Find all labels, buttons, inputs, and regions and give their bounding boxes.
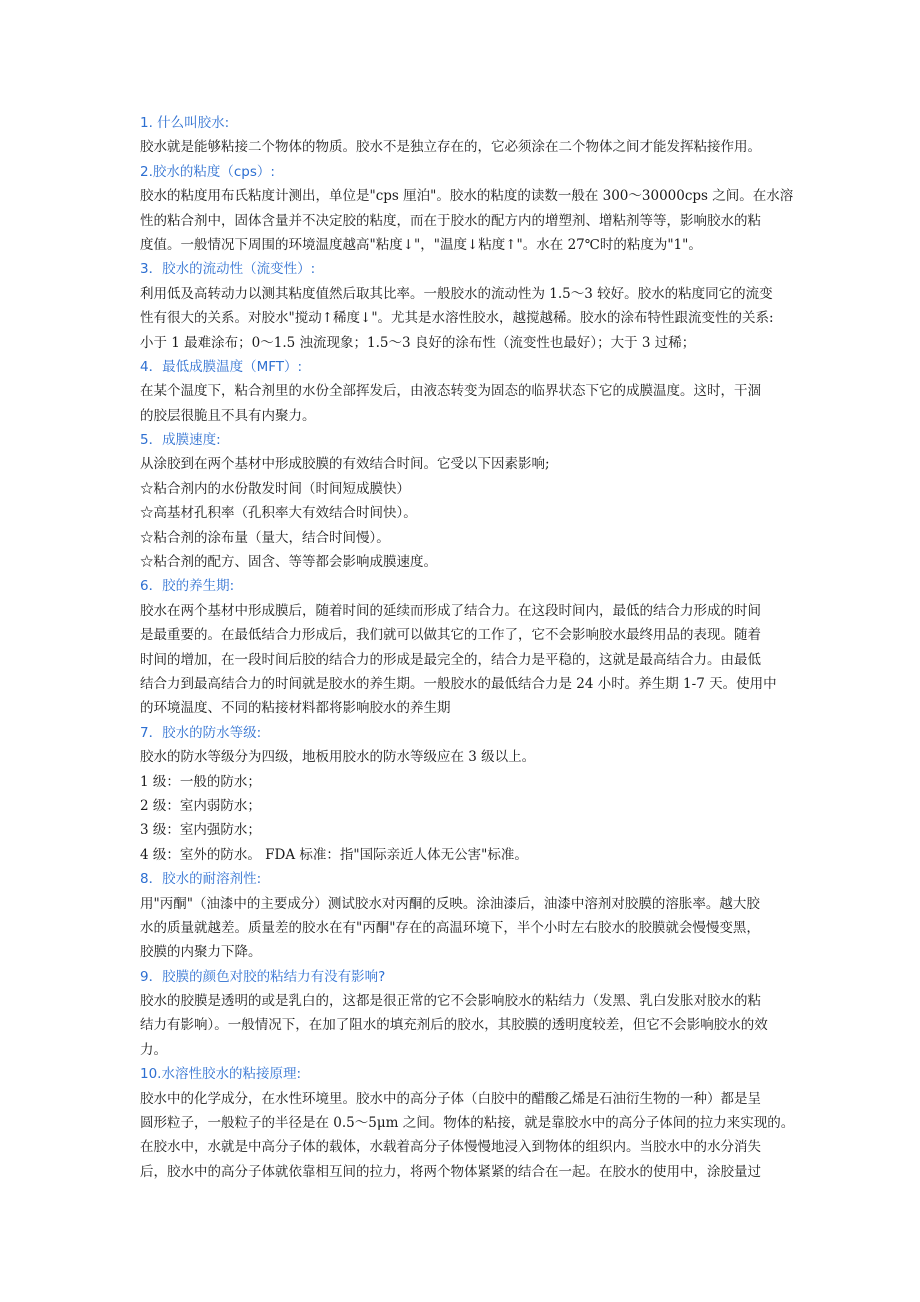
section-body bbox=[140, 1087, 795, 1185]
section-body bbox=[140, 379, 785, 428]
text-line: 胶水的防水等级分为四级，地板用胶水的防水等级应在 3 级以上。 bbox=[140, 749, 536, 766]
text-line: 在胶水中，水就是中高分子体的载体，水载着高分子体慢慢地浸入到物体的组织内。当胶水中的水分消失 bbox=[140, 1139, 761, 1156]
text-line: 胶水的粘度用布氏粘度计测出，单位是"cps 厘泊"。胶水的粘度的读数一般在 300～30000cps 之间。在水溶 bbox=[140, 188, 794, 205]
section-heading: 5．成膜速度: bbox=[140, 432, 221, 449]
text-line: 从涂胶到在两个基材中形成胶膜的有效结合时间。它受以下因素影响; bbox=[140, 456, 550, 473]
text-line: 力。 bbox=[140, 1041, 167, 1058]
section-body bbox=[140, 599, 785, 721]
section-heading: 10.水溶性胶水的粘接原理: bbox=[140, 1066, 302, 1083]
section-body bbox=[140, 135, 785, 159]
text-line: ☆粘合剂的涂布量（量大，结合时间慢）。 bbox=[140, 529, 390, 546]
text-line: 胶水就是能够粘接二个物体的物质。胶水不是独立存在的，它必须涂在二个物体之间才能发挥粘接作用。 bbox=[140, 139, 761, 156]
text-line: 结合力到最高结合力的时间就是胶水的养生期。一般胶水的最低结合力是 24 小时。养生期 1-7 天。使用中 bbox=[140, 675, 777, 692]
text-line: 后，胶水中的高分子体就依靠相互间的拉力，将两个物体紧紧的结合在一起。在胶水的使用中，涂胶量过 bbox=[140, 1163, 761, 1180]
section-body bbox=[140, 282, 785, 355]
text-line: 度值。一般情况下周围的环境温度越高"粘度↓"，"温度↓粘度↑"。水在 27℃时的粘度为"1"。 bbox=[140, 236, 702, 253]
text-line: 小于 1 最难涂布；0～1.5 浊流现象；1.5～3 良好的涂布性（流变性也最好）；大于 3 过稀； bbox=[140, 334, 696, 351]
text-line: 水的质量就越差。质量差的胶水在有"丙酮"存在的高温环境下，半个小时左右胶水的胶膜就会慢慢变黑， bbox=[140, 919, 760, 936]
section-heading: 1. 什么叫胶水: bbox=[140, 115, 230, 131]
text-line: 1 级：一般的防水； bbox=[140, 773, 261, 790]
text-line: 4 级：室外的防水。 FDA 标准：指"国际亲近人体无公害"标准。 bbox=[140, 846, 528, 863]
text-line: 在某个温度下，粘合剂里的水份全部挥发后，由液态转变为固态的临界状态下它的成膜温度。这时，干涸 bbox=[140, 383, 761, 400]
section-heading: 8．胶水的耐溶剂性: bbox=[140, 871, 262, 888]
text-line: 胶水的胶膜是透明的或是乳白的，这都是很正常的它不会影响胶水的粘结力（发黑、乳白发胀对胶水的粘 bbox=[140, 993, 761, 1010]
text-line: 的胶层很脆且不具有内聚力。 bbox=[140, 407, 316, 424]
text-line: ☆粘合剂内的水份散发时间（时间短成膜快） bbox=[140, 480, 410, 497]
text-line: 胶水在两个基材中形成膜后，随着时间的延续而形成了结合力。在这段时间内，最低的结合力形成的时间 bbox=[140, 602, 761, 619]
section-body bbox=[140, 184, 794, 257]
text-line: 2 级：室内弱防水； bbox=[140, 797, 261, 814]
section-heading: 7．胶水的防水等级: bbox=[140, 724, 262, 741]
text-line: 时间的增加，在一段时间后胶的结合力的形成是最完全的，结合力是平稳的，这就是最高结合力。由最低 bbox=[140, 651, 761, 668]
text-line: 圆形粒子，一般粒子的半径是在 0.5～5μm 之间。物体的粘接，就是靠胶水中的高分子体间的拉力来实现的。 bbox=[140, 1115, 795, 1132]
text-line: 结力有影响）。一般情况下，在加了阻水的填充剂后的胶水，其胶膜的透明度较差，但它不会影响胶水的效 bbox=[140, 1017, 768, 1034]
section-body bbox=[140, 892, 785, 965]
text-line: 是最重要的。在最低结合力形成后，我们就可以做其它的工作了，它不会影响胶水最终用品的表现。随着 bbox=[140, 627, 761, 644]
text-line: ☆高基材孔积率（孔积率大有效结合时间快）。 bbox=[140, 505, 417, 522]
text-line: 胶膜的内聚力下降。 bbox=[140, 944, 262, 961]
text-line: 性的粘合剂中，固体含量并不决定胶的粘度，而在于胶水的配方内的增塑剂、增粘剂等等，影响胶水的粘 bbox=[140, 212, 761, 229]
section-body bbox=[140, 452, 785, 574]
section-body bbox=[140, 989, 785, 1062]
section-heading: 4．最低成膜温度（MFT）: bbox=[140, 358, 303, 375]
section-heading: 2.胶水的粘度（cps）: bbox=[140, 163, 275, 180]
text-line: 用"丙酮"（油漆中的主要成分）测试胶水对丙酮的反映。涂油漆后，油漆中溶剂对胶膜的溶胀率。越大胶 bbox=[140, 895, 760, 912]
text-line: ☆粘合剂的配方、固含、等等都会影响成膜速度。 bbox=[140, 554, 437, 571]
section-body bbox=[140, 745, 785, 867]
text-line: 3 级：室内强防水； bbox=[140, 822, 261, 839]
text-line: 利用低及高转动力以测其粘度值然后取其比率。一般胶水的流动性为 1.5～3 较好。胶水的粘度同它的流变 bbox=[140, 285, 773, 302]
document-page bbox=[140, 111, 795, 1184]
text-line: 胶水中的化学成分，在水性环境里。胶水中的高分子体（白胶中的醋酸乙烯是石油衍生物的一种）都是呈 bbox=[140, 1090, 761, 1107]
section-heading: 6．胶的养生期: bbox=[140, 578, 235, 595]
section-heading: 3．胶水的流动性（流变性）: bbox=[140, 261, 316, 278]
text-line: 性有很大的关系。对胶水"搅动↑稀度↓"。尤其是水溶性胶水，越搅越稀。胶水的涂布特性跟流变性的关系: bbox=[140, 310, 774, 327]
text-line: 的环境温度、不同的粘接材料都将影响胶水的养生期 bbox=[140, 700, 451, 717]
section-heading: 9．胶膜的颜色对胶的粘结力有没有影响? bbox=[140, 968, 386, 985]
